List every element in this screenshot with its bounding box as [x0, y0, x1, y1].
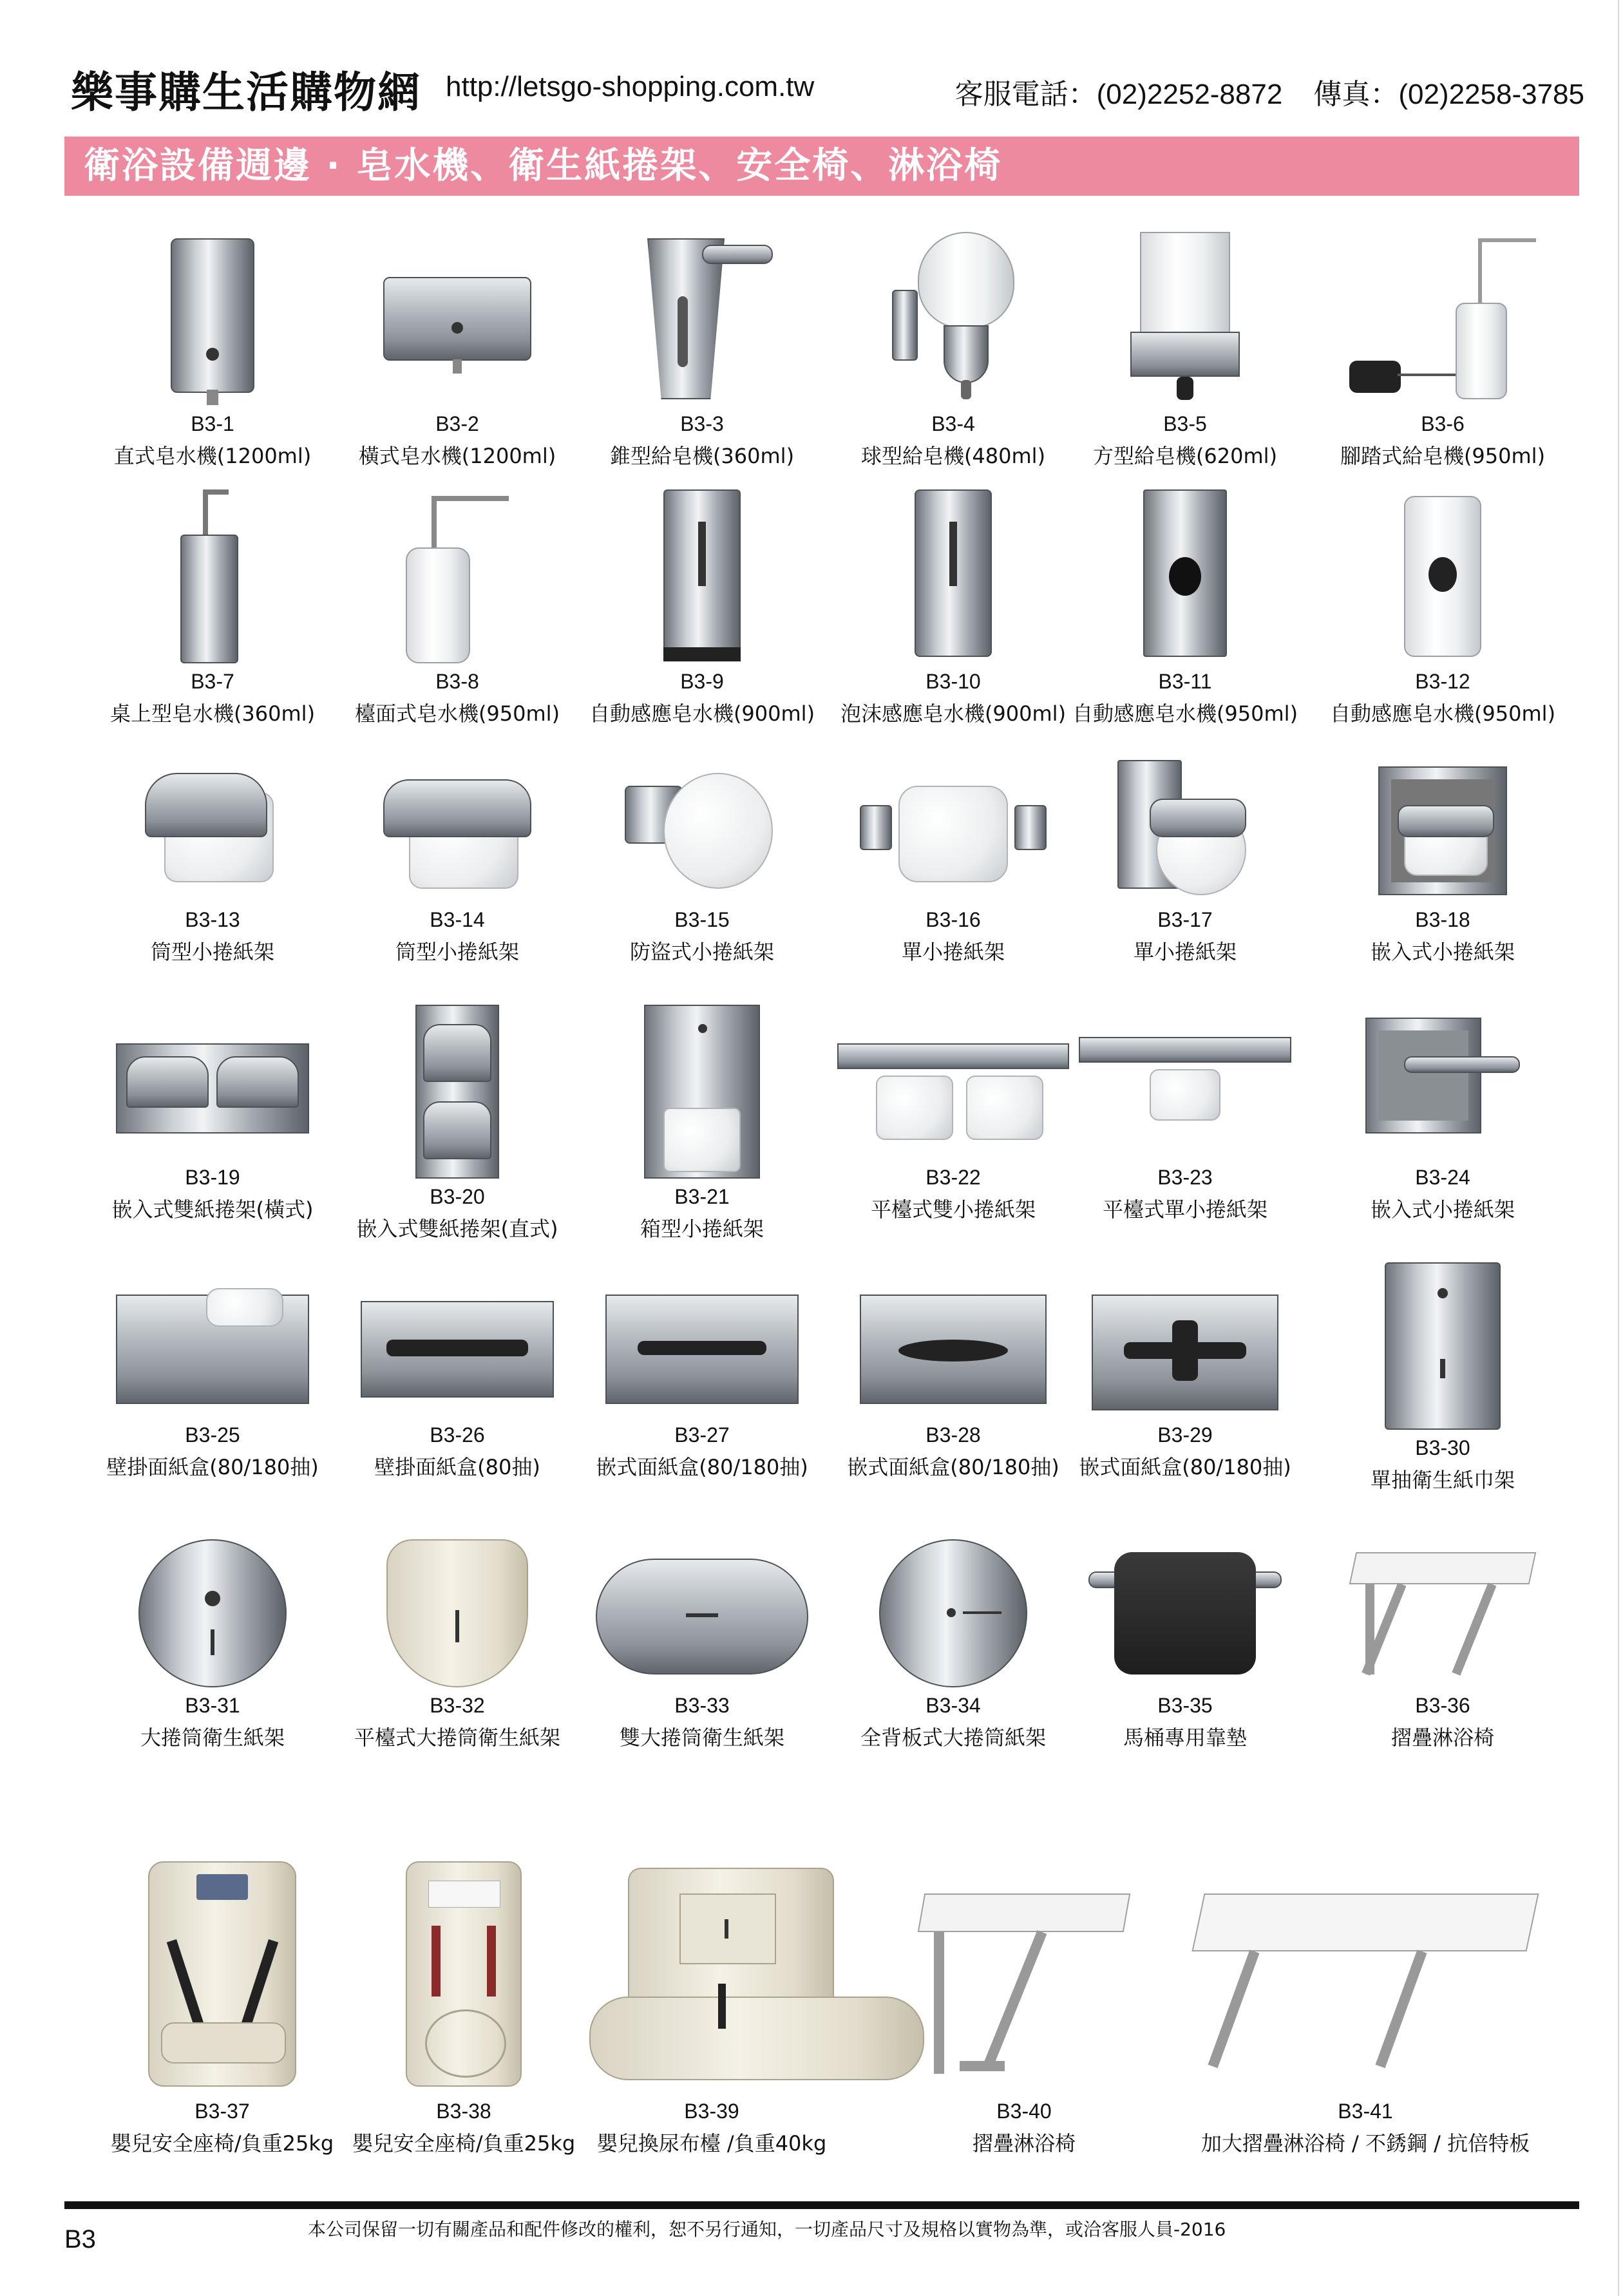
toilet-back-cushion-image	[1088, 1533, 1282, 1687]
product-name: 嬰兒換尿布檯 /負重40kg	[596, 2131, 827, 2156]
wall-tissue-box-image	[116, 1262, 309, 1417]
product-b3-8[interactable]	[335, 489, 580, 727]
soap-dispenser-square-image	[1130, 232, 1240, 406]
shelf-single-roll-holder-image	[1079, 1005, 1291, 1159]
product-b3-25[interactable]	[90, 1262, 335, 1481]
phone-number: 客服電話：(02)2252-8872	[954, 79, 1283, 110]
product-code: B3-22	[925, 1166, 981, 1189]
product-code: B3-1	[191, 412, 234, 435]
countertop-soap-dispenser-image	[174, 489, 251, 663]
product-name: 摺疊淋浴椅	[972, 2131, 1076, 2156]
folding-shower-seat-image	[908, 1855, 1140, 2093]
product-b3-6[interactable]	[1320, 232, 1565, 470]
anti-theft-roll-holder-image	[625, 760, 779, 902]
product-name: 單抽衛生紙巾架	[1370, 1468, 1515, 1492]
product-code: B3-18	[1415, 908, 1470, 931]
product-name: 方型給皂機(620ml)	[1092, 444, 1278, 468]
soap-dispenser-globe-image	[892, 232, 1014, 406]
fax-number: 傳真：(02)2258-3785	[1313, 79, 1584, 110]
foam-sensor-soap-dispenser-image	[915, 489, 992, 663]
foot-pump-soap-dispenser-image	[1346, 232, 1539, 406]
product-b3-18[interactable]	[1320, 760, 1565, 965]
product-name: 大捲筒衛生紙架	[140, 1725, 285, 1750]
jumbo-roll-holder-image	[138, 1533, 287, 1687]
product-code: B3-29	[1157, 1423, 1213, 1447]
product-code: B3-32	[430, 1694, 485, 1717]
product-name: 嵌入式小捲紙架	[1370, 940, 1515, 964]
section-banner: 衛浴設備週邊 · 皂水機、衛生紙捲架、安全椅、淋浴椅	[64, 137, 1579, 196]
product-name: 嵌式面紙盒(80/180抽)	[847, 1455, 1059, 1479]
product-b3-5[interactable]	[1063, 232, 1307, 470]
product-b3-11[interactable]	[1063, 489, 1307, 727]
product-b3-3[interactable]	[580, 232, 824, 470]
product-b3-20[interactable]	[335, 1005, 580, 1242]
product-b3-29[interactable]	[1063, 1262, 1307, 1481]
product-code: B3-37	[195, 2100, 250, 2123]
recessed-tissue-box-image	[860, 1262, 1047, 1417]
product-b3-10[interactable]	[831, 489, 1076, 727]
footer-disclaimer: 本公司保留一切有關產品和配件修改的權利，恕不另行通知，一切產品尺寸及規格以實物為準，或洽客服人員-2016	[308, 2219, 1226, 2240]
product-code: B3-12	[1415, 670, 1470, 693]
site-url[interactable]: http://letsgo-shopping.com.tw	[446, 71, 815, 102]
contact-info	[924, 71, 1584, 112]
product-b3-34[interactable]	[831, 1533, 1076, 1751]
product-name: 錐型給皂機(360ml)	[609, 444, 795, 468]
product-code: B3-6	[1421, 412, 1465, 435]
product-name: 平檯式雙小捲紙架	[870, 1197, 1036, 1222]
product-b3-2[interactable]	[335, 232, 580, 470]
product-name: 桌上型皂水機(360ml)	[109, 701, 316, 726]
product-b3-33[interactable]	[580, 1533, 824, 1751]
auto-sensor-soap-dispenser-image	[1143, 489, 1227, 663]
page-edge-divider	[1618, 0, 1619, 2296]
auto-sensor-soap-dispenser-white-image	[1404, 489, 1481, 663]
product-b3-15[interactable]	[580, 760, 824, 965]
product-code: B3-16	[925, 908, 981, 931]
product-b3-13[interactable]	[90, 760, 335, 965]
product-b3-23[interactable]	[1063, 1005, 1307, 1223]
product-name: 橫式皂水機(1200ml)	[358, 444, 556, 468]
product-code: B3-41	[1338, 2100, 1393, 2123]
product-name: 平檯式大捲筒衛生紙架	[354, 1725, 560, 1750]
recessed-roll-holder-image	[1365, 1005, 1520, 1159]
product-name: 加大摺疊淋浴椅 / 不銹鋼 / 抗倍特板	[1201, 2131, 1530, 2156]
product-name: 自動感應皂水機(950ml)	[1072, 701, 1298, 726]
product-b3-7[interactable]	[90, 489, 335, 727]
product-b3-28[interactable]	[831, 1262, 1076, 1481]
page-header	[64, 58, 1584, 129]
product-name: 雙大捲筒衛生紙架	[619, 1725, 784, 1750]
baby-safety-seat-image	[122, 1855, 322, 2093]
product-code: B3-39	[684, 2100, 739, 2123]
product-code: B3-4	[931, 412, 975, 435]
product-b3-27[interactable]	[580, 1262, 824, 1481]
product-name: 防盜式小捲紙架	[629, 940, 774, 964]
product-name: 嵌式面紙盒(80/180抽)	[596, 1455, 808, 1479]
product-b3-30[interactable]	[1320, 1262, 1565, 1494]
product-b3-21[interactable]	[580, 1005, 824, 1242]
product-b3-31[interactable]	[90, 1533, 335, 1751]
product-name: 球型給皂機(480ml)	[860, 444, 1046, 468]
product-b3-41[interactable]	[1172, 1855, 1559, 2157]
product-name: 嵌入式雙紙捲架(直式)	[356, 1217, 558, 1241]
product-code: B3-30	[1415, 1436, 1470, 1459]
product-name: 自動感應皂水機(900ml)	[589, 701, 815, 726]
product-name: 壁掛面紙盒(80/180抽)	[106, 1455, 319, 1479]
product-name: 摺疊淋浴椅	[1390, 1725, 1494, 1750]
product-name: 全背板式大捲筒紙架	[860, 1725, 1046, 1750]
product-code: B3-28	[925, 1423, 981, 1447]
recessed-double-roll-holder-image	[116, 1005, 309, 1159]
baby-changing-table-image	[589, 1855, 924, 2093]
jumbo-roll-holder-white-image	[386, 1533, 528, 1687]
product-name: 單小捲紙架	[901, 940, 1005, 964]
product-name: 泡沫感應皂水機(900ml)	[840, 701, 1067, 726]
recessed-tissue-box-image	[1092, 1262, 1278, 1417]
soap-dispenser-cone-image	[631, 232, 773, 406]
product-code: B3-35	[1157, 1694, 1213, 1717]
page-number: B3	[64, 2225, 96, 2253]
product-name: 自動感應皂水機(950ml)	[1329, 701, 1556, 726]
paper-towel-dispenser-image	[1385, 1262, 1501, 1430]
product-name: 嬰兒安全座椅/負重25kg	[352, 2131, 576, 2156]
single-roll-holder-image	[860, 760, 1047, 902]
soap-dispenser-vertical-image	[171, 232, 254, 406]
product-b3-35[interactable]	[1063, 1533, 1307, 1751]
double-jumbo-roll-holder-image	[596, 1533, 808, 1687]
folding-shower-seat-image	[1340, 1533, 1546, 1687]
product-code: B3-33	[674, 1694, 730, 1717]
auto-sensor-soap-dispenser-image	[663, 489, 741, 663]
product-code: B3-40	[996, 2100, 1052, 2123]
product-code: B3-13	[185, 908, 240, 931]
product-code: B3-5	[1163, 412, 1207, 435]
product-code: B3-38	[436, 2100, 491, 2123]
counter-mount-soap-dispenser-image	[399, 489, 515, 663]
product-name: 筒型小捲紙架	[150, 940, 274, 964]
product-b3-9[interactable]	[580, 489, 824, 727]
product-code: B3-11	[1158, 670, 1212, 693]
product-name: 嵌入式小捲紙架	[1370, 1197, 1515, 1222]
product-code: B3-15	[674, 908, 730, 931]
single-roll-holder-image	[1117, 760, 1253, 902]
recessed-roll-holder-image	[1378, 760, 1507, 902]
product-code: B3-36	[1415, 1694, 1470, 1717]
product-b3-19[interactable]	[90, 1005, 335, 1223]
product-b3-12[interactable]	[1320, 489, 1565, 727]
product-code: B3-8	[435, 670, 479, 693]
product-name: 嵌入式雙紙捲架(橫式)	[111, 1197, 314, 1222]
product-code: B3-9	[680, 670, 724, 693]
product-b3-24[interactable]	[1320, 1005, 1565, 1223]
product-name: 箱型小捲紙架	[640, 1217, 764, 1241]
product-code: B3-10	[925, 670, 981, 693]
product-code: B3-25	[185, 1423, 240, 1447]
product-name: 嵌式面紙盒(80/180抽)	[1079, 1455, 1291, 1479]
product-code: B3-3	[680, 412, 724, 435]
product-name: 腳踏式給皂機(950ml)	[1340, 444, 1546, 468]
brand-name: 樂事購生活購物網	[71, 68, 421, 117]
soap-dispenser-horizontal-image	[383, 232, 531, 406]
box-roll-holder-image	[644, 1005, 760, 1179]
small-roll-holder-image	[145, 760, 280, 902]
product-code: B3-27	[674, 1423, 730, 1447]
product-b3-14[interactable]	[335, 760, 580, 965]
baby-safety-seat-image	[393, 1855, 535, 2093]
product-name: 檯面式皂水機(950ml)	[354, 701, 560, 726]
product-code: B3-19	[185, 1166, 240, 1189]
product-name: 單小捲紙架	[1133, 940, 1237, 964]
product-name: 平檯式單小捲紙架	[1102, 1197, 1267, 1222]
product-name: 馬桶專用靠墊	[1123, 1725, 1247, 1750]
product-code: B3-14	[430, 908, 485, 931]
product-name: 壁掛面紙盒(80抽)	[374, 1455, 540, 1479]
full-back-jumbo-roll-holder-image	[879, 1533, 1027, 1687]
product-b3-16[interactable]	[831, 760, 1076, 965]
large-folding-shower-seat-image	[1185, 1855, 1546, 2093]
product-b3-26[interactable]	[335, 1262, 580, 1481]
product-b3-36[interactable]	[1320, 1533, 1565, 1751]
product-code: B3-34	[925, 1694, 981, 1717]
product-code: B3-21	[674, 1185, 730, 1208]
product-code: B3-31	[185, 1694, 240, 1717]
product-code: B3-7	[191, 670, 234, 693]
product-code: B3-20	[430, 1185, 485, 1208]
product-code: B3-2	[435, 412, 479, 435]
product-b3-40[interactable]	[902, 1855, 1146, 2157]
recessed-double-roll-holder-vertical-image	[415, 1005, 499, 1179]
product-code: B3-26	[430, 1423, 485, 1447]
product-name: 嬰兒安全座椅/負重25kg	[110, 2131, 334, 2156]
small-roll-holder-image	[383, 760, 531, 902]
product-b3-39[interactable]	[589, 1855, 834, 2157]
footer-rule	[64, 2201, 1579, 2209]
product-name: 筒型小捲紙架	[395, 940, 519, 964]
product-b3-17[interactable]	[1063, 760, 1307, 965]
product-name: 直式皂水機(1200ml)	[113, 444, 312, 468]
product-b3-22[interactable]	[831, 1005, 1076, 1223]
shelf-double-roll-holder-image	[837, 1005, 1069, 1159]
wall-tissue-box-image	[361, 1262, 554, 1417]
product-code: B3-17	[1157, 908, 1213, 931]
product-b3-1[interactable]	[90, 232, 335, 470]
product-b3-38[interactable]	[341, 1855, 586, 2157]
product-b3-32[interactable]	[335, 1533, 580, 1751]
product-code: B3-24	[1415, 1166, 1470, 1189]
product-code: B3-23	[1157, 1166, 1213, 1189]
product-b3-37[interactable]	[100, 1855, 345, 2157]
product-b3-4[interactable]	[831, 232, 1076, 470]
recessed-tissue-box-image	[605, 1262, 799, 1417]
